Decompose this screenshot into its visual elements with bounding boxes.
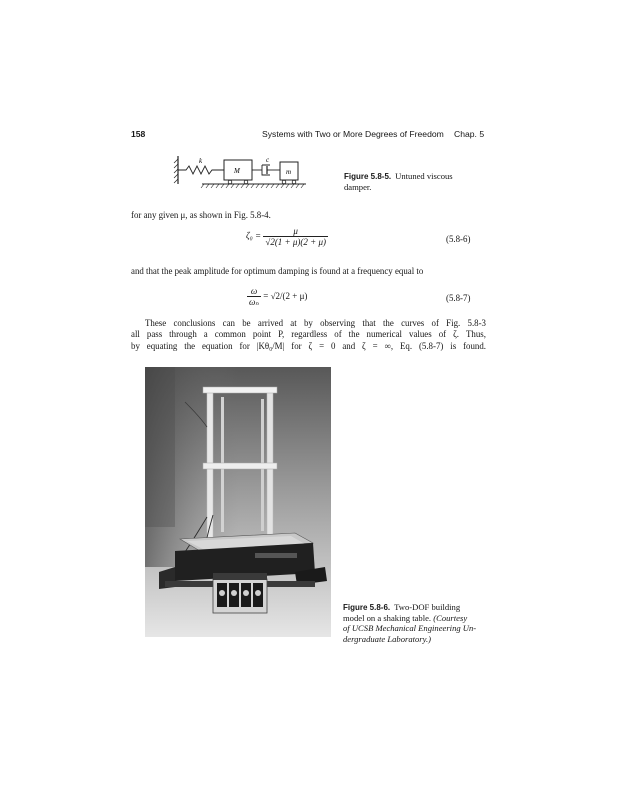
- fraction-numerator: ω: [250, 286, 258, 296]
- spring-label: k: [199, 157, 203, 165]
- paragraph-peak-amplitude: and that the peak amplitude for optimum damping is found at a frequency equal to: [131, 266, 424, 276]
- caption-courtesy: (Courtesy: [433, 613, 468, 624]
- roller-icon: [282, 180, 286, 184]
- roller-icon: [244, 180, 248, 184]
- equation-rhs: = √2/(2 + μ): [263, 291, 308, 302]
- damper-label: c: [266, 156, 270, 164]
- table-label-plate: [255, 553, 297, 558]
- figure-5-8-5-caption: [344, 171, 474, 192]
- equation-number: (5.8-6): [446, 234, 471, 244]
- paragraph-line: by equating the equation for |Kθ₀/M| for ζ = 0 and ζ = ∞, Eq. (5.8-7) is found.: [131, 340, 486, 351]
- equation-5-8-6: [246, 226, 328, 247]
- wall-hatch: [174, 159, 178, 183]
- large-mass-label: M: [234, 167, 240, 175]
- knob-icon: [231, 590, 237, 596]
- paragraph-given-mu: for any given μ, as shown in Fig. 5.8-4.: [131, 210, 271, 220]
- caption-text: damper.: [344, 182, 372, 193]
- denominator-body: 2(1 + μ)(2 + μ): [270, 237, 326, 247]
- caption-text: model on a shaking table.: [343, 613, 432, 624]
- ground-hatch: [201, 184, 304, 188]
- paragraph-conclusions: [131, 318, 486, 352]
- caption-courtesy: of UCSB Mechanical Engineering Un-: [343, 623, 477, 634]
- roller-icon: [292, 180, 296, 184]
- figure-label: Figure 5.8-6.: [343, 603, 391, 612]
- caption-text: Untuned viscous: [395, 171, 453, 181]
- control-unit: [213, 573, 267, 613]
- roller-icon: [228, 180, 232, 184]
- equation-number: (5.8-7): [446, 293, 471, 303]
- fraction-denominator: [263, 236, 328, 247]
- sqrt-symbol: √: [265, 237, 271, 247]
- figure-label: Figure 5.8-5.: [344, 172, 392, 181]
- knob-icon: [219, 590, 225, 596]
- caption-courtesy: dergraduate Laboratory.): [343, 633, 432, 644]
- caption-text: Two-DOF building: [394, 602, 461, 612]
- fraction-numerator: μ: [293, 226, 298, 236]
- paragraph-line: all pass through a common point P, regardless of the numerical values of ζ. Thus,: [131, 329, 486, 340]
- page-number: 158: [131, 129, 146, 139]
- equation-fraction: [247, 286, 261, 308]
- small-mass-label: m: [286, 168, 292, 176]
- equation-fraction: [263, 226, 328, 247]
- spring-icon: [178, 166, 224, 174]
- paragraph-line: These conclusions can be arrived at by observing that the curves of Fig. 5.8-3: [145, 318, 486, 328]
- figure-5-8-6-photo: [145, 367, 331, 637]
- equation-5-8-7: [247, 286, 307, 308]
- chapter-label: Chap. 5: [454, 129, 485, 139]
- running-title: Systems with Two or More Degrees of Freedom: [262, 129, 444, 139]
- fraction-denominator: ωₙ: [249, 297, 260, 307]
- figure-5-8-6-caption: [343, 602, 478, 644]
- figure-5-8-5-schematic: [172, 154, 332, 190]
- knob-icon: [255, 590, 261, 596]
- knob-icon: [243, 590, 249, 596]
- photo-wall: [145, 367, 175, 527]
- equation-lhs: ζ₀ =: [246, 230, 262, 241]
